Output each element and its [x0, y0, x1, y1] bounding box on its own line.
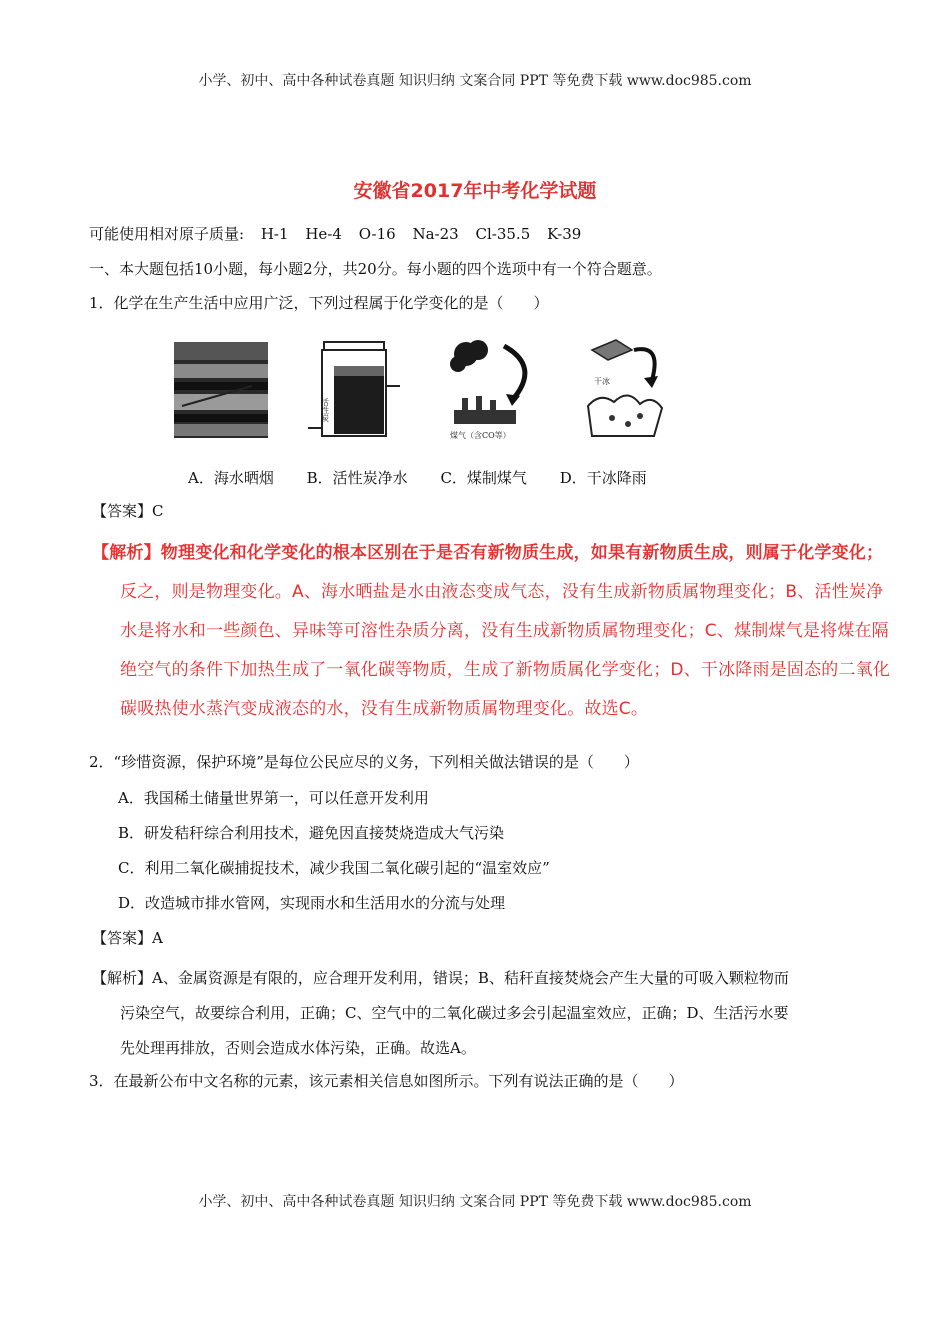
question-2-option-c: C．利用二氧化碳捕捉技术，减少我国二氧化碳引起的“温室效应”	[118, 859, 550, 877]
question-2-option-b: B．研发秸秆综合利用技术，避免因直接焚烧造成大气污染	[118, 824, 505, 842]
salt-pan-image	[172, 336, 272, 442]
figure-activated-carbon	[304, 336, 404, 442]
carbon-filter-image	[304, 336, 404, 442]
atomic-mass-item: O-16	[358, 225, 396, 243]
atomic-mass-item: H-1	[260, 225, 289, 243]
question-3-stem: 3．在最新公布中文名称的元素，该元素相关信息如图所示。下列有说法正确的是（ ）	[89, 1072, 684, 1090]
question-2-answer: 【答案】A	[92, 929, 163, 947]
atomic-mass-label: 可能使用相对原子质量:	[89, 225, 245, 243]
figure-coal-gas	[444, 336, 544, 442]
coal-gas-image	[444, 336, 544, 442]
question-2-option-a: A．我国稀土储量世界第一，可以任意开发利用	[118, 789, 429, 807]
section-instructions: 一、本大题包括10小题，每小题2分，共20分。每小题的四个选项中有一个符合题意。	[89, 260, 662, 278]
fig-label-carbon: 活性炭	[320, 398, 330, 422]
atomic-mass-item: Na-23	[412, 225, 459, 243]
choice-a: A．海水晒烟	[188, 469, 274, 487]
question-1-stem: 1．化学在生产生活中应用广泛，下列过程属于化学变化的是（ ）	[89, 294, 549, 312]
dry-ice-image	[582, 336, 682, 442]
question-1-analysis	[92, 534, 891, 729]
figure-sea-salt-pans	[172, 336, 272, 442]
question-2-option-d: D．改造城市排水管网，实现雨水和生活用水的分流与处理	[118, 894, 506, 912]
choice-c: C．煤制煤气	[440, 469, 527, 487]
page-title: 安徽省2017年中考化学试题	[353, 180, 597, 202]
question-1-choices	[188, 467, 675, 488]
analysis-line: 先处理再排放，否则会造成水体污染，正确。故选A。	[120, 1039, 476, 1057]
atomic-mass-line	[89, 223, 593, 244]
fig-label-dry-ice: 干冰	[594, 377, 610, 386]
analysis-line: 【解析】A、金属资源是有限的，应合理开发利用，错误；B、秸秆直接焚烧会产生大量的可吸入颗粒物而	[92, 969, 789, 987]
choice-b: B．活性炭净水	[306, 469, 408, 487]
analysis-line: 【解析】物理变化和化学变化的根本区别在于是否有新物质生成，如果有新物质生成，则属于化学变化；	[92, 543, 884, 563]
analysis-line: 碳吸热使水蒸汽变成液态的水，没有生成新物质属物理变化。故选C。	[120, 699, 649, 719]
atomic-mass-item: He-4	[305, 225, 342, 243]
fig-label-coal-gas: 煤气（含CO等）	[450, 431, 511, 440]
question-1-figures	[172, 336, 692, 446]
analysis-line: 反之，则是物理变化。A、海水晒盐是水由液态变成气态，没有生成新物质属物理变化；B、活性炭净	[120, 582, 884, 602]
analysis-line: 水是将水和一些颜色、异味等可溶性杂质分离，没有生成新物质属物理变化；C、煤制煤气是将煤在隔	[120, 621, 889, 641]
figure-dry-ice	[582, 336, 682, 442]
question-1-answer: 【答案】C	[92, 502, 164, 520]
atomic-mass-item: K-39	[547, 225, 582, 243]
page-footer: 小学、初中、高中各种试卷真题 知识归纳 文案合同 PPT 等免费下载 www.doc985.com	[198, 1194, 752, 1210]
page-header: 小学、初中、高中各种试卷真题 知识归纳 文案合同 PPT 等免费下载 www.doc985.com	[198, 73, 752, 89]
analysis-line: 绝空气的条件下加热生成了一氧化碳等物质，生成了新物质属化学变化；D、干冰降雨是固态的二氧化	[120, 660, 891, 680]
question-2-analysis	[92, 961, 882, 1066]
atomic-mass-item: Cl-35.5	[475, 225, 531, 243]
analysis-line: 污染空气，故要综合利用，正确；C、空气中的二氧化碳过多会引起温室效应，正确；D、生活污水要	[120, 1004, 789, 1022]
question-2-stem: 2．“珍惜资源，保护环境”是每位公民应尽的义务，下列相关做法错误的是（ ）	[89, 753, 639, 771]
choice-d: D．干冰降雨	[559, 469, 647, 487]
